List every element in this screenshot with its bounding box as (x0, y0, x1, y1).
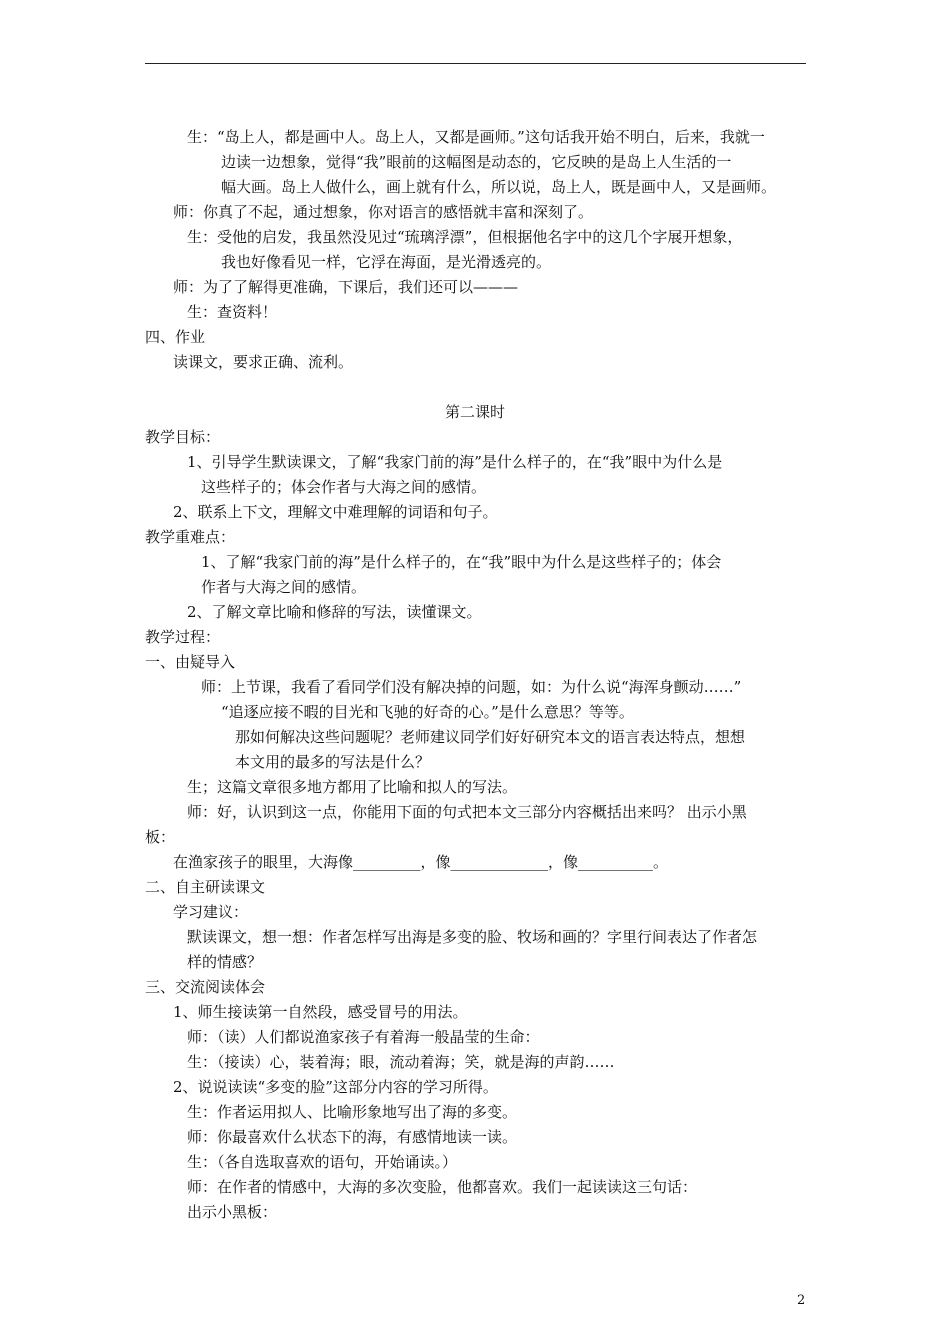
text-line: 师：上节课，我看了看同学们没有解决掉的问题，如：为什么说“海浑身颤动……” (201, 678, 742, 696)
text-line: 师：你真了不起，通过想象，你对语言的感悟就丰富和深刻了。 (173, 203, 594, 221)
text-line: 2、说说读读“多变的脸”这部分内容的学习所得。 (173, 1078, 498, 1096)
text-line: 边读一边想象，觉得“我”眼前的这幅图是动态的，它反映的是岛上人生活的一 (221, 153, 732, 171)
section-heading: 教学目标： (145, 428, 221, 446)
text-line: 2、了解文章比喻和修辞的写法，读懂课文。 (187, 603, 482, 621)
text-line: 2、联系上下文，理解文中难理解的词语和句子。 (173, 503, 498, 521)
text-line: 在渔家孩子的眼里，大海像_________，像_____________，像__________。 (173, 853, 669, 871)
text-line: 出示小黑板： (187, 1203, 278, 1221)
text-line: 1、师生接读第一自然段，感受冒号的用法。 (173, 1003, 468, 1021)
text-line: 生：作者运用拟人、比喻形象地写出了海的多变。 (187, 1103, 518, 1121)
text-line: 本文用的最多的写法是什么？ (235, 753, 431, 771)
text-line: 生：（接读）心，装着海；眼，流动着海；笑，就是海的声韵…… (187, 1053, 615, 1071)
section-heading: 教学重难点： (145, 528, 236, 546)
text-line: 生：查资料！ (187, 303, 278, 321)
text-line: 师：你最喜欢什么状态下的海，有感情地读一读。 (187, 1128, 518, 1146)
section-heading: 一、由疑导入 (145, 653, 236, 671)
section-heading: 教学过程： (145, 628, 221, 646)
text-line: 生：受他的启发，我虽然没见过“琉璃浮漂”，但根据他名字中的这几个字展开想象， (187, 228, 743, 246)
text-line: “追逐应接不暇的目光和飞驰的好奇的心。”是什么意思？等等。 (221, 703, 634, 721)
text-line: 生；这篇文章很多地方都用了比喻和拟人的写法。 (187, 778, 518, 796)
text-line: 作者与大海之间的感情。 (201, 578, 367, 596)
text-line: 师：为了了解得更准确，下课后，我们还可以——— (173, 278, 519, 296)
header-rule (145, 63, 806, 64)
text-line: 这些样子的；体会作者与大海之间的感情。 (201, 478, 487, 496)
text-line: 幅大画。岛上人做什么，画上就有什么，所以说，岛上人，既是画中人，又是画师。 (221, 178, 777, 196)
text-line: 1、了解“我家门前的海”是什么样子的，在“我”眼中为什么是这些样子的；体会 (201, 553, 722, 571)
text-line: 读课文，要求正确、流利。 (173, 353, 354, 371)
text-line: 学习建议： (173, 903, 249, 921)
text-line: 师：好，认识到这一点，你能用下面的句式把本文三部分内容概括出来吗？ 出示小黑 (187, 803, 747, 821)
text-line: 我也好像看见一样，它浮在海面，是光滑透亮的。 (221, 253, 552, 271)
page-number: 2 (797, 1293, 806, 1308)
text-line: 板： (145, 828, 176, 846)
text-line: 默读课文，想一想：作者怎样写出海是多变的脸、牧场和画的？字里行间表达了作者怎 (187, 928, 758, 946)
text-line: 师：（读）人们都说渔家孩子有着海一般晶莹的生命： (187, 1028, 540, 1046)
text-line: 生：（各自选取喜欢的语句，开始诵读。） (187, 1153, 458, 1171)
lesson-title: 第二课时 (444, 403, 505, 421)
section-heading: 四、作业 (145, 328, 206, 346)
text-line: 样的情感？ (187, 953, 263, 971)
text-line: 生：“岛上人，都是画中人。岛上人，又都是画师。”这句话我开始不明白，后来，我就一 (187, 128, 765, 146)
section-heading: 二、自主研读课文 (145, 878, 266, 896)
section-heading: 三、交流阅读体会 (145, 978, 266, 996)
text-line: 1、引导学生默读课文，了解“我家门前的海”是什么样子的，在“我”眼中为什么是 (187, 453, 723, 471)
text-line: 那如何解决这些问题呢？老师建议同学们好好研究本文的语言表达特点，想想 (235, 728, 746, 746)
text-line: 师：在作者的情感中，大海的多次变脸，他都喜欢。我们一起读读这三句话： (187, 1178, 698, 1196)
